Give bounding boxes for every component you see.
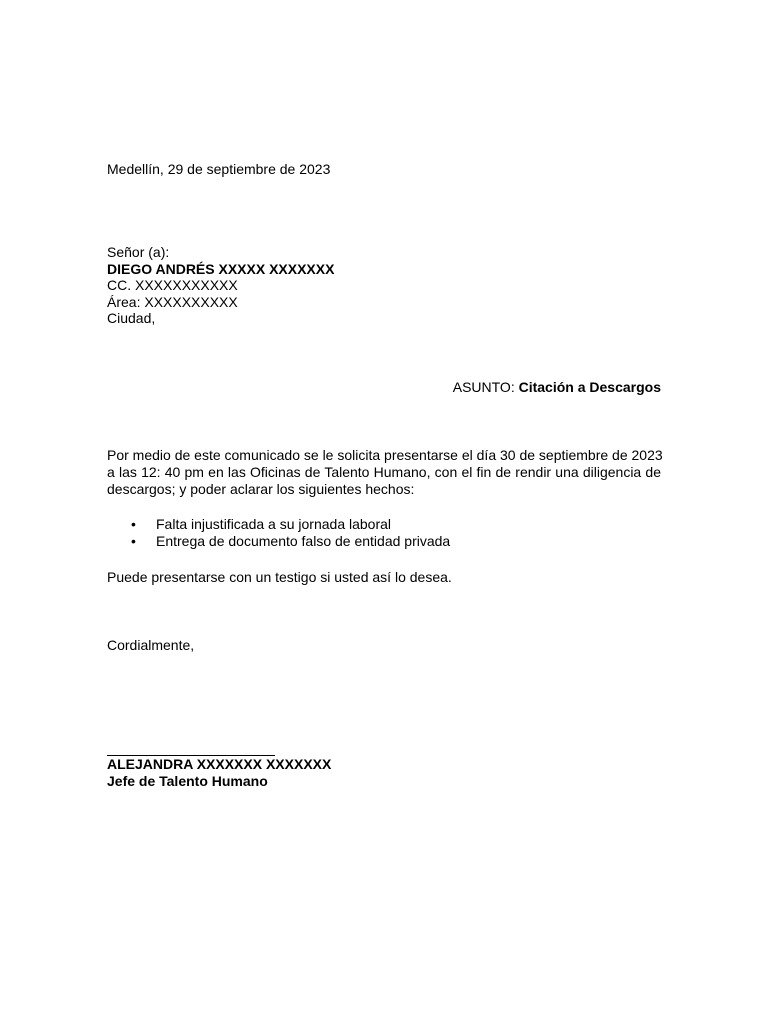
fact-text: Falta injustificada a su jornada laboral xyxy=(156,516,392,532)
place-date: Medellín, 29 de septiembre de 2023 xyxy=(107,161,331,177)
recipient-city: Ciudad, xyxy=(107,310,156,326)
body-paragraph-line: Por medio de este comunicado se le solicita presentarse el día 30 de septiembre de 2023 xyxy=(107,447,663,463)
body-paragraph-line: a las 12: 40 pm en las Oficinas de Talento Humano, con el fin de rendir una diligencia de xyxy=(107,464,661,480)
list-item xyxy=(107,516,450,533)
body-paragraph-line: descargos; y poder aclarar los siguientes hechos: xyxy=(107,481,415,497)
subject-line xyxy=(453,379,661,396)
closing: Cordialmente, xyxy=(107,637,195,653)
recipient-area: Área: XXXXXXXXXX xyxy=(107,294,238,310)
recipient-name: DIEGO ANDRÉS XXXXX XXXXXXX xyxy=(107,261,335,277)
recipient-salutation: Señor (a): xyxy=(107,244,170,260)
recipient-id: CC. XXXXXXXXXXX xyxy=(107,277,238,293)
list-item xyxy=(107,533,450,550)
bullet-icon: • xyxy=(131,516,136,532)
facts-list xyxy=(107,516,450,550)
signer-title: Jefe de Talento Humano xyxy=(107,773,268,789)
subject-text: Citación a Descargos xyxy=(518,379,661,395)
signer-name: ALEJANDRA XXXXXXX XXXXXXX xyxy=(107,756,332,772)
bullet-icon: • xyxy=(131,533,136,549)
witness-note: Puede presentarse con un testigo si usted así lo desea. xyxy=(107,569,452,585)
subject-label: ASUNTO: xyxy=(452,379,515,395)
fact-text: Entrega de documento falso de entidad privada xyxy=(156,533,451,549)
body-paragraph xyxy=(107,447,661,498)
